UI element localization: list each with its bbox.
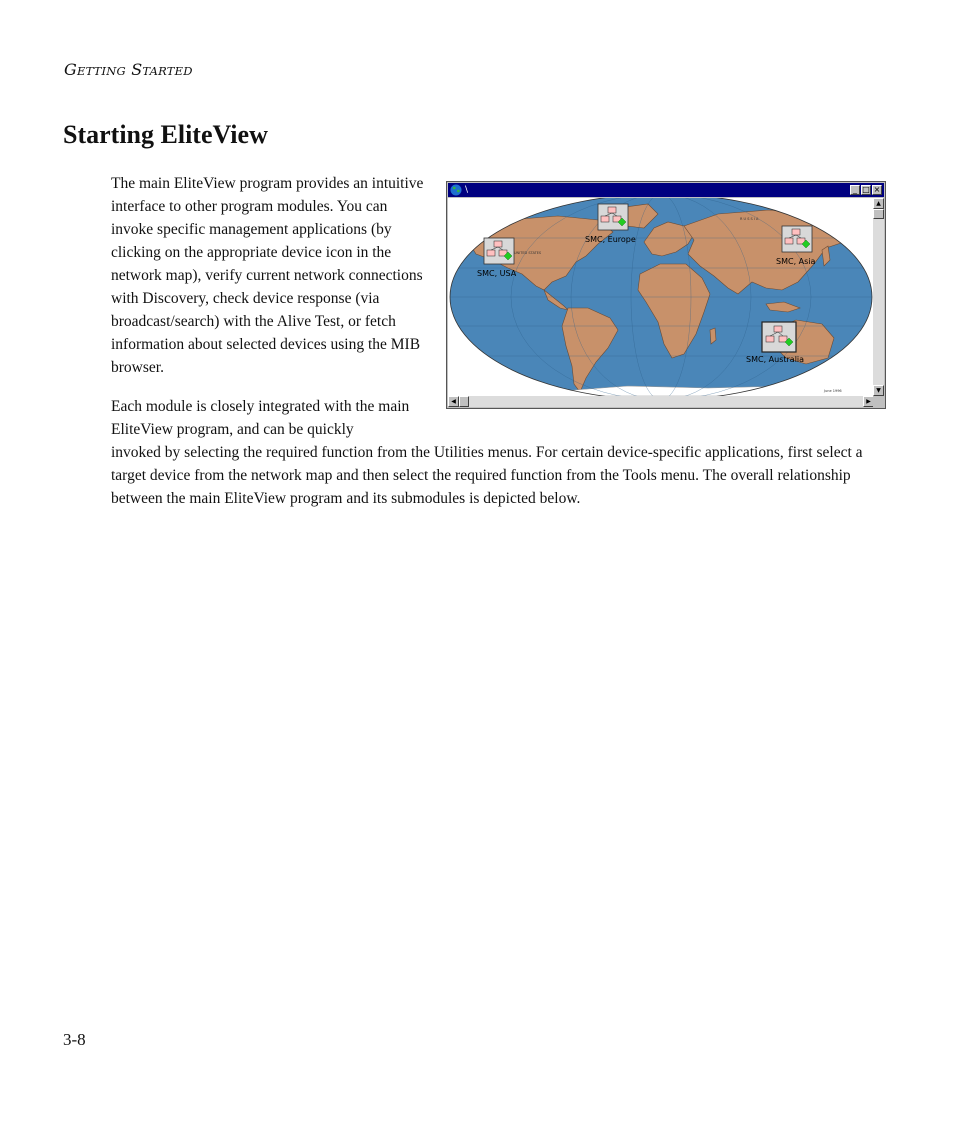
scrollbar-corner [873, 396, 884, 407]
minimize-button[interactable]: _ [850, 185, 860, 195]
vertical-scroll-thumb[interactable] [873, 209, 884, 219]
map-date: June 1996 [824, 389, 842, 393]
vertical-scrollbar[interactable] [873, 198, 884, 396]
eliteview-screenshot [446, 181, 886, 409]
close-button[interactable]: × [873, 185, 881, 194]
paragraph-intro: The main EliteView program provides an intuitive interface to other program modules. You can invoke specific management applications (by clicking on the appropriate device icon in the network map), verify current network connections with Discovery, check device response (via broadcast/search) with the Alive Test, or fetch information about selected devices using the MIB browser. [111, 175, 424, 376]
horizontal-scroll-thumb[interactable] [459, 396, 469, 407]
section-title: Starting EliteView [63, 120, 268, 149]
scroll-up-button[interactable]: ▲ [873, 198, 884, 209]
map-label-usa: UNITED STATES [514, 251, 542, 255]
node-label-usa: SMC, USA [477, 269, 517, 278]
node-label-australia: SMC, Australia [746, 355, 805, 364]
running-head: GETTING STARTED [64, 60, 193, 79]
paragraph-modules-continued: invoked by selecting the required function from the Utilities menus. For certain device-specific applications, first select a target device from the network map and then select the required function from the Tools menu. The overall relationship between the main EliteView program and its submodules is depicted below. [111, 444, 863, 507]
paragraph-modules: Each module is closely integrated with the main EliteView program, and can be quickly [111, 398, 410, 438]
scroll-down-button[interactable]: ▼ [873, 385, 884, 396]
scroll-right-button[interactable]: ▶ [863, 396, 874, 407]
node-label-europe: SMC, Europe [585, 235, 636, 244]
device-node-asia[interactable] [776, 226, 816, 266]
globe-icon [450, 184, 462, 196]
horizontal-scrollbar[interactable] [448, 396, 874, 407]
network-map[interactable] [448, 198, 874, 396]
window-titlebar [448, 183, 884, 197]
world-map [448, 198, 874, 396]
map-label-russia: R U S S I A [740, 217, 759, 221]
window-title: \ [465, 185, 469, 195]
maximize-button[interactable]: □ [862, 185, 870, 194]
page-number: 3-8 [63, 1030, 86, 1049]
node-label-asia: SMC, Asia [776, 257, 816, 266]
scroll-left-button[interactable]: ◀ [448, 396, 459, 407]
